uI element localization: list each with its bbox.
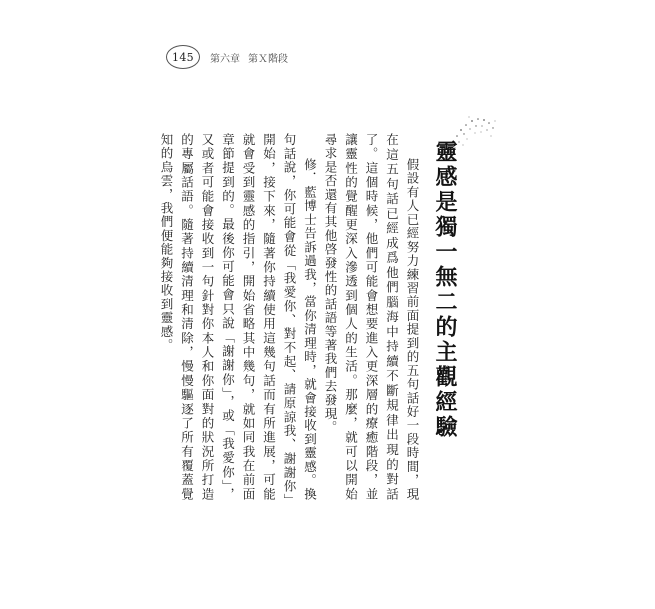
body-text (159, 133, 422, 501)
chapter-label: 第六章 (210, 53, 240, 65)
paragraph: 假設有人已經努力練習前面提到的五句話好一段時間，現在這五句話已經成爲他們腦海中持續不斷規律出現的對話了。這個時候，他們可能會想要進入更深層的療癒階段，並讓靈性的覺醒更深入滲透到個人的生活。那麼，就可以開始尋求是否還有其他啓發性的話語等著我們去發現。 (323, 133, 420, 501)
section-title: 靈感是獨一無二的主觀經驗 (432, 140, 458, 440)
page-number: 145 (166, 45, 200, 69)
page-header (166, 45, 288, 69)
running-head (210, 50, 288, 65)
section-label: 第Ｘ階段 (248, 53, 288, 65)
paragraph: 修．藍博士告訴過我，當你清理時，就會接收到靈感。換句話說，你可能會從「我愛你、對不起、請原諒我、謝謝你」開始，接下來，隨著你持續使用這幾句話而有所進展，可能就會受到靈感的指引，開始省略其中幾句，就如同我在前面章節提到的。最後你可能會只說「謝謝你」，或「我愛你」，又或者可能會接收到一句針對你本人和你面對的狀況所打造的專屬話語。隨著持續清理和清除，慢慢驅逐了所有覆蓋覺知的烏雲，我們便能夠接收到靈感。 (159, 133, 318, 501)
